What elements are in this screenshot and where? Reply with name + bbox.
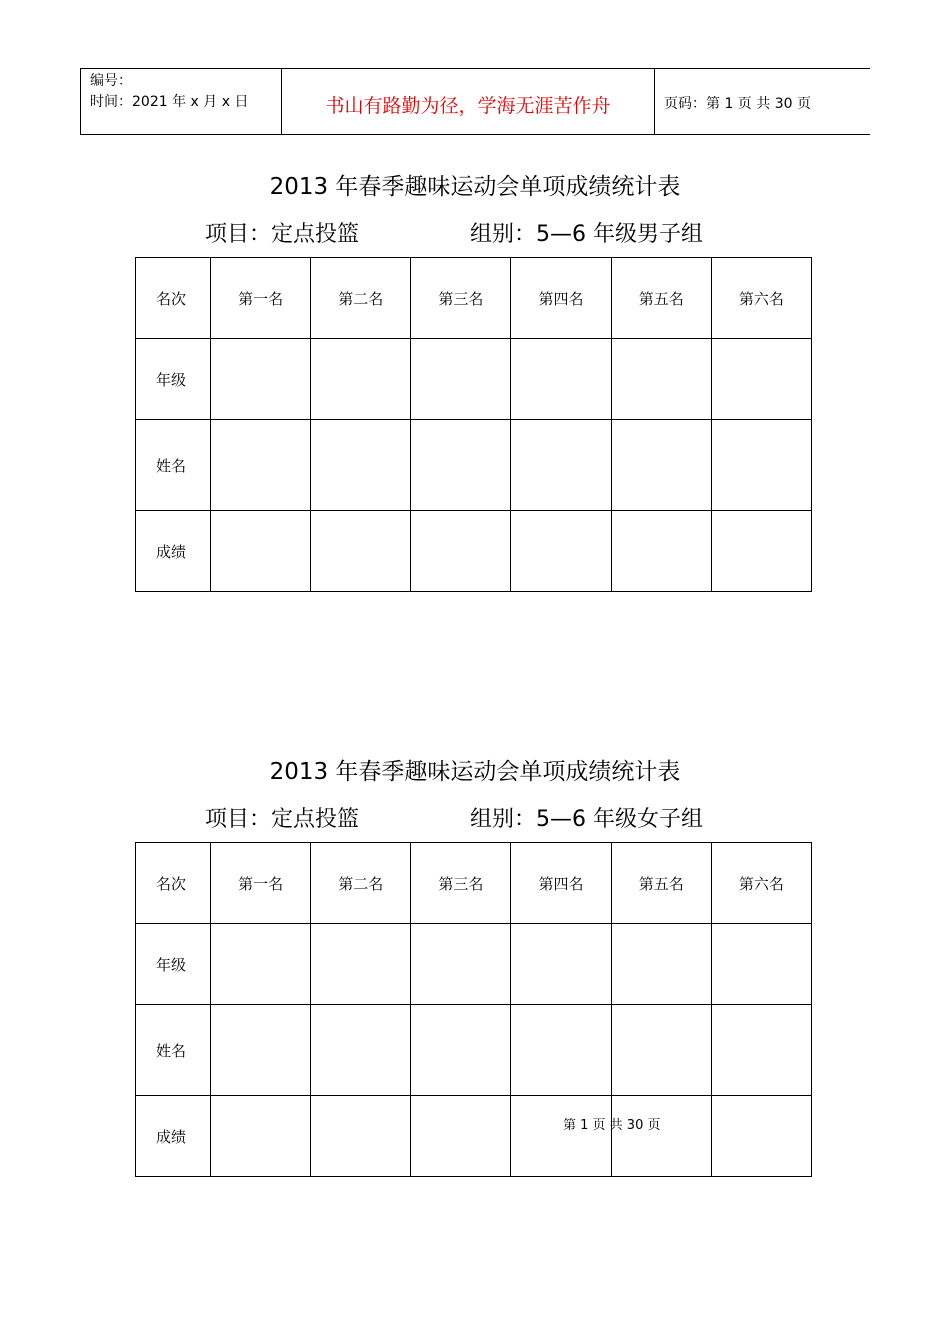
column-header-fourth: 第四名 [511, 258, 611, 339]
table-cell [711, 1005, 811, 1096]
table-cell [311, 420, 411, 511]
table-cell [311, 339, 411, 420]
column-header-second: 第二名 [311, 258, 411, 339]
table-cell [611, 1005, 711, 1096]
table-cell [411, 511, 511, 592]
table-cell [511, 1005, 611, 1096]
table-cell [311, 1005, 411, 1096]
document-header [80, 68, 870, 135]
table-cell [411, 339, 511, 420]
table-cell [211, 420, 311, 511]
table-header-row [136, 258, 812, 339]
row-header-grade: 年级 [136, 339, 211, 420]
header-info-cell [81, 69, 282, 134]
table-cell [411, 1005, 511, 1096]
row-header-score: 成绩 [136, 511, 211, 592]
column-header-fifth: 第五名 [611, 843, 711, 924]
sheet-event-label: 项目：定点投篮 [205, 222, 360, 247]
table-cell [611, 339, 711, 420]
header-page-number: 页码：第 1 页 共 30 页 [664, 96, 811, 112]
sheet-group-label: 组别：5—6 年级女子组 [470, 807, 703, 832]
table-row-score [136, 511, 812, 592]
header-motto: 书山有路勤为径，学海无涯苦作舟 [325, 95, 611, 117]
header-motto-cell [282, 69, 655, 134]
column-header-rank: 名次 [136, 843, 211, 924]
table-row-name [136, 420, 812, 511]
header-page-cell [655, 69, 870, 134]
column-header-first: 第一名 [211, 258, 311, 339]
table-cell [311, 924, 411, 1005]
table-cell [511, 420, 611, 511]
table-row-grade [136, 924, 812, 1005]
results-table-girls [135, 842, 812, 1177]
table-cell [511, 924, 611, 1005]
table-cell [511, 511, 611, 592]
table-header-row [136, 843, 812, 924]
table-cell [711, 511, 811, 592]
footer-page-number: 第 1 页 共 30 页 [563, 1118, 661, 1133]
row-header-score: 成绩 [136, 1096, 211, 1177]
column-header-first: 第一名 [211, 843, 311, 924]
row-header-name: 姓名 [136, 1005, 211, 1096]
row-header-name: 姓名 [136, 420, 211, 511]
table-cell [611, 1096, 711, 1177]
table-cell [711, 339, 811, 420]
column-header-fifth: 第五名 [611, 258, 711, 339]
table-cell [411, 924, 511, 1005]
table-cell [311, 511, 411, 592]
table-cell [211, 1096, 311, 1177]
results-table-boys [135, 257, 812, 592]
table-cell [211, 1005, 311, 1096]
table-cell [611, 924, 711, 1005]
column-header-sixth: 第六名 [711, 258, 811, 339]
table-row-grade [136, 339, 812, 420]
table-cell [511, 1096, 611, 1177]
table-cell [711, 1096, 811, 1177]
sheet-group-label: 组别：5—6 年级男子组 [470, 222, 703, 247]
table-cell [411, 420, 511, 511]
table-cell [211, 339, 311, 420]
table-cell [211, 924, 311, 1005]
table-cell [611, 420, 711, 511]
table-cell [711, 924, 811, 1005]
row-header-grade: 年级 [136, 924, 211, 1005]
column-header-third: 第三名 [411, 843, 511, 924]
document-number-label: 编号： [90, 73, 132, 89]
column-header-rank: 名次 [136, 258, 211, 339]
column-header-fourth: 第四名 [511, 843, 611, 924]
document-time-label: 时间：2021 年 x 月 x 日 [90, 94, 249, 110]
table-cell [711, 420, 811, 511]
column-header-third: 第三名 [411, 258, 511, 339]
table-row-score [136, 1096, 812, 1177]
table-row-name [136, 1005, 812, 1096]
column-header-sixth: 第六名 [711, 843, 811, 924]
table-cell [511, 339, 611, 420]
table-cell [411, 1096, 511, 1177]
table-cell [311, 1096, 411, 1177]
sheet-title: 2013 年春季趣味运动会单项成绩统计表 [269, 174, 681, 200]
sheet-event-label: 项目：定点投篮 [205, 807, 360, 832]
table-cell [211, 511, 311, 592]
sheet-title: 2013 年春季趣味运动会单项成绩统计表 [269, 759, 681, 785]
table-cell [611, 511, 711, 592]
column-header-second: 第二名 [311, 843, 411, 924]
